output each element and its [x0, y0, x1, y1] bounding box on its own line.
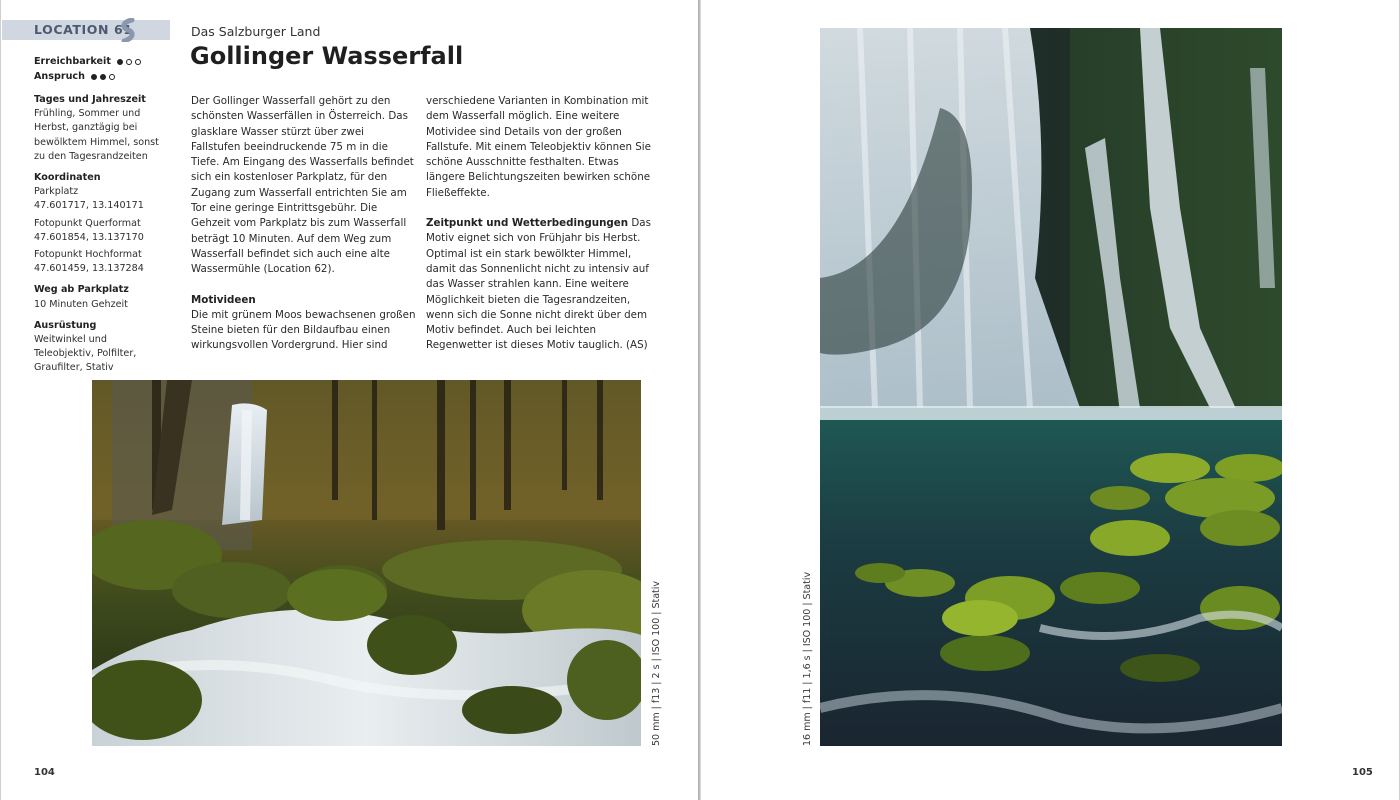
season-text: Frühling, Sommer und Herbst, ganztägig bei bewölktem Himmel, sonst zu den Tagesrandzeiten — [34, 108, 159, 162]
page-number-right: 105 — [1352, 767, 1373, 778]
portrait-waterfall-photo — [820, 28, 1282, 746]
way-heading: Weg ab Parkplatz — [34, 284, 129, 296]
motiv-continued-paragraph: verschiedene Varianten in Kombination mit dem Wasserfall möglich. Eine weitere Motividee sind Details von der großen Fallstufe. Mit einem Teleobjektiv können Sie schöne Ausschnitte festhalten. Etwas längere Belichtungszeiten bewirken schöne Fließeffekte. — [426, 95, 652, 199]
time-text: Das Motiv eignet sich von Frühjahr bis Herbst. Optimal ist ein stark bewölkter Himmel, damit das Sonnenlicht nicht zu intensiv auf das Wasser strahlen kann. Eine weitere Möglichkeit bieten die Tagesrandzeiten, wenn sich die Sonne nicht direkt über dem Motiv befindet. Auch bei leichten Regenwetter ist dieses Motiv tauglich. (AS) — [426, 217, 651, 352]
motiv-heading: Motivideen — [191, 293, 256, 306]
coord-entry — [34, 248, 166, 276]
time-paragraph — [426, 216, 651, 354]
demand-label: Anspruch — [34, 70, 85, 82]
reach-label: Erreichbarkeit — [34, 56, 111, 68]
coords-heading: Koordinaten — [34, 172, 101, 184]
intro-paragraph: Der Gollinger Wasserfall gehört zu den schönsten Wasserfällen in Österreich. Das glasklare Wasser stürzt über zwei Fallstufen beeindruckende 75 m in die Tiefe. Am Eingang des Wasserfalls befindet sich ein kostenloser Parkplatz, für den Zugang zum Wasserfall entrichten Sie am Tor eine geringe Eintrittsgebühr. Die Gehzeit vom Parkplatz bis zum Wasserfall beträgt 10 Minuten. Auf dem Weg zum Wasserfall befindet sich auch eine alte Wassermühle (Location 62). — [191, 95, 414, 276]
rating-dot-empty — [126, 59, 132, 65]
text-column-1 — [191, 94, 416, 354]
gear-text: Weitwinkel und Teleobjektiv, Polfilter, Graufilter, Stativ — [34, 334, 137, 374]
coord-entry — [34, 185, 166, 213]
coord-label: Fotopunkt Querformat — [34, 217, 141, 229]
info-sidebar — [34, 55, 166, 376]
text-column-2 — [426, 94, 651, 354]
way-text: 10 Minuten Gehzeit — [34, 298, 128, 310]
gear-heading: Ausrüstung — [34, 319, 97, 331]
landscape-waterfall-photo — [92, 380, 641, 746]
coord-value: 47.601854, 13.137170 — [34, 231, 144, 243]
rating-dot-empty — [135, 59, 141, 65]
time-heading: Zeitpunkt und Wetterbedingungen — [426, 217, 629, 230]
demand-rating — [34, 70, 166, 85]
location-label: LOCATION 61 — [34, 22, 133, 37]
left-photo-caption: 50 mm | f13 | 2 s | ISO 100 | Stativ — [651, 580, 662, 746]
coord-label: Parkplatz — [34, 186, 79, 198]
reach-dots — [117, 59, 144, 65]
left-page — [0, 0, 699, 800]
right-page — [700, 0, 1400, 800]
coord-entry — [34, 217, 166, 245]
motiv-paragraph: Die mit grünem Moos bewachsenen großen Steine bieten für den Bildaufbau einen wirkungsvollen Vordergrund. Hier sind — [191, 308, 416, 352]
season-heading: Tages und Jahreszeit — [34, 94, 146, 105]
demand-dots — [91, 74, 118, 80]
reach-rating — [34, 55, 166, 70]
coord-value: 47.601717, 13.140171 — [34, 200, 144, 212]
right-photo-caption: 16 mm | f11 | 1,6 s | ISO 100 | Stativ — [802, 571, 813, 746]
location-tab — [2, 20, 170, 40]
rating-dot-filled — [117, 59, 123, 65]
page-title: Gollinger Wasserfall — [190, 42, 464, 70]
rating-dot-empty — [109, 74, 115, 80]
coord-value: 47.601459, 13.137284 — [34, 263, 144, 275]
coord-label: Fotopunkt Hochformat — [34, 249, 142, 261]
location-swirl-icon — [114, 18, 140, 42]
page-number-left: 104 — [34, 767, 55, 778]
region-kicker: Das Salzburger Land — [191, 24, 321, 39]
rating-dot-filled — [100, 74, 106, 80]
rating-dot-filled — [91, 74, 97, 80]
